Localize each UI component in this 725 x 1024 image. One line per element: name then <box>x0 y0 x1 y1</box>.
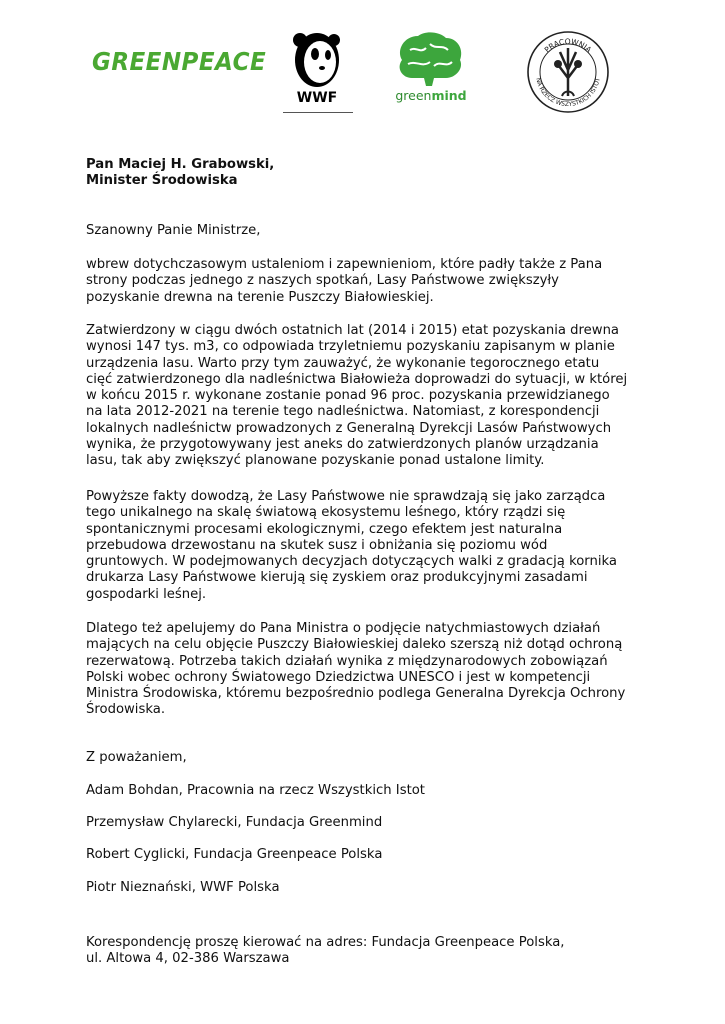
paragraph-facts <box>86 489 646 603</box>
addressee-name: Pan Maciej H. Grabowski, <box>86 157 275 172</box>
paragraph-line: Środowiska. <box>86 702 166 718</box>
paragraph-line: strony podczas jednego z naszych spotkań, Lasy Państwowe zwiększyły <box>86 273 559 289</box>
signatory: Robert Cyglicki, Fundacja Greenpeace Polska <box>86 847 383 862</box>
wwf-logo-text: WWF <box>296 90 338 104</box>
signatory: Piotr Nieznański, WWF Polska <box>86 880 280 895</box>
correspondence-line: ul. Altowa 4, 02-386 Warszawa <box>86 951 290 967</box>
pracownia-top-text: PRACOWNIA <box>542 36 594 55</box>
paragraph-line: rezerwatową. Potrzeba takich działań wynika z międzynarodowych zobowiązań <box>86 653 608 669</box>
closing: Z poważaniem, <box>86 750 187 765</box>
paragraph-line: Polski wobec ochrony Światowego Dziedzictwa UNESCO i jest w kompetencji <box>86 669 591 685</box>
paragraph-appeal <box>86 621 646 719</box>
signatory: Adam Bohdan, Pracownia na rzecz Wszystkich Istot <box>86 783 425 798</box>
addressee-title: Minister Środowiska <box>86 173 238 189</box>
paragraph-line: cięć zatwierdzonego dla nadleśnictwa Białowieża doprowadzi do sytuacji, w której <box>86 371 628 387</box>
paragraph-line: Ministra Środowiska, któremu bezpośrednio podlega Generalna Dyrekcja Ochrony <box>86 686 626 702</box>
wwf-underline <box>283 112 353 113</box>
paragraph-line: Dlatego też apelujemy do Pana Ministra o podjęcie natychmiastowych działań <box>86 621 601 636</box>
paragraph-line: urządzenia lasu. Warto przy tym zauważyć, że wykonanie tegorocznego etatu <box>86 355 600 371</box>
greenpeace-logo: GREENPEACE <box>92 47 267 76</box>
paragraph-line: Powyższe fakty dowodzą, że Lasy Państwowe nie sprawdzają się jako zarządca <box>86 489 606 504</box>
signatory: Przemysław Chylarecki, Fundacja Greenmind <box>86 815 383 830</box>
paragraph-line: gruntowych. W podejmowanych decyzjach dotyczących walki z gradacją kornika <box>86 554 618 570</box>
greenmind-logo-text: greenmind <box>395 88 467 103</box>
correspondence-line: Korespondencję proszę kierować na adres: Fundacja Greenpeace Polska, <box>86 935 565 950</box>
paragraph-line: wbrew dotychczasowym ustaleniom i zapewnieniom, które padły także z Pana <box>86 257 603 272</box>
paragraph-intro <box>86 257 646 306</box>
correspondence-address <box>86 935 646 968</box>
wwf-panda-logo <box>288 30 346 104</box>
paragraph-line: spontanicznymi procesami ekologicznymi, czego efektem jest naturalna <box>86 521 563 537</box>
paragraph-line: gospodarki leśnej. <box>86 586 207 602</box>
paragraph-line: wynosi 147 tys. m3, co odpowiada trzyletniemu pozyskaniu zapisanym w planie <box>86 339 615 355</box>
paragraph-logging-quota <box>86 323 646 470</box>
paragraph-line: przebudowa drzewostanu na skutek susz i obniżania się poziomu wód <box>86 537 548 553</box>
paragraph-line: drukarza Lasy Państwowe kierują się zyskiem oraz produkcyjnymi zasadami <box>86 570 588 586</box>
pracownia-tree-logo <box>526 30 610 114</box>
paragraph-line: lokalnych nadleśnictw prowadzonych z Generalną Dyrekcji Lasów Państwowych <box>86 420 612 436</box>
paragraph-line: Zatwierdzony w ciągu dwóch ostatnich lat (2014 i 2015) etat pozyskania drewna <box>86 323 620 338</box>
addressee <box>86 157 274 190</box>
paragraph-line: wynika, że przygotowywany jest aneks do zatwierdzonych planów urządzania <box>86 437 599 453</box>
paragraph-line: tego unikalnego na skalę światową ekosystemu leśnego, który rządzi się <box>86 505 566 521</box>
paragraph-line: mających na celu objęcie Puszczy Białowieskiej daleko szerszą niż dotąd ochroną <box>86 637 623 653</box>
paragraph-line: pozyskanie drewna na terenie Puszczy Białowieskiej. <box>86 289 434 305</box>
paragraph-line: lasu, tak aby zwiększyć planowane pozyskanie ponad ustalone limity. <box>86 453 545 469</box>
paragraph-line: w końcu 2015 r. wykonane zostanie ponad 96 proc. pozyskania przewidzianego <box>86 388 610 404</box>
paragraph-line: na lata 2012-2021 na terenie tego nadleśnictwa. Natomiast, z korespondencji <box>86 404 600 420</box>
greeting: Szanowny Panie Ministrze, <box>86 223 261 238</box>
pracownia-bottom-text: NA RZECZ WSZYSTKICH ISTOT <box>534 77 602 109</box>
